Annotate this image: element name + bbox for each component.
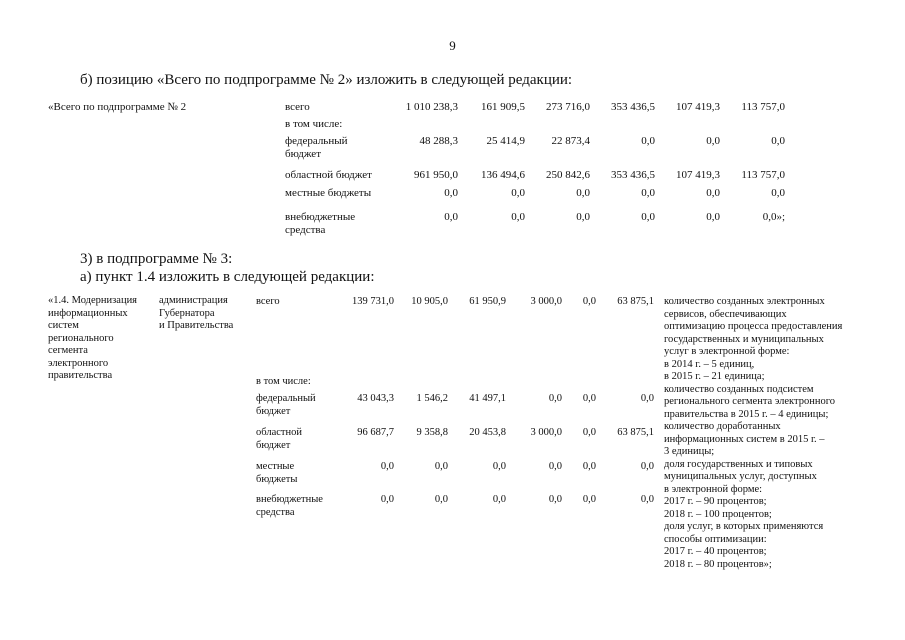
table2-row-label: бюджет xyxy=(256,440,291,451)
table2-value-cell: 3 000,0 xyxy=(530,427,562,438)
heading-b: б) позицию «Всего по подпрограмме № 2» изложить в следующей редакции: xyxy=(80,72,573,88)
table1-value-cell: 0,0 xyxy=(511,187,525,199)
table2-row-label: всего xyxy=(256,296,280,307)
table1-value-cell: 22 873,4 xyxy=(551,135,590,147)
table1-value-cell: 0,0 xyxy=(706,187,720,199)
table2-value-cell: 0,0 xyxy=(640,393,654,404)
description-line: 3 единицы; xyxy=(664,446,715,457)
table2-value-cell: 0,0 xyxy=(380,494,394,505)
table2-value-cell: 0,0 xyxy=(582,427,596,438)
description-line: способы оптимизации: xyxy=(664,533,767,545)
description-line: количество созданных подсистем xyxy=(664,383,814,395)
description-line: государственных и муниципальных xyxy=(664,333,824,345)
table2-value-cell: 0,0 xyxy=(492,494,506,505)
table2-value-cell: 3 000,0 xyxy=(530,296,562,307)
table2-value-cell: 10 905,0 xyxy=(411,296,448,307)
table2-value-cell: 63 875,1 xyxy=(617,296,654,307)
table2-value-cell: 0,0 xyxy=(582,461,596,472)
table2-value-cell: 0,0 xyxy=(548,393,562,404)
table1-value-cell: 0,0»; xyxy=(762,211,785,223)
description-line: муниципальных услуг, доступных xyxy=(664,471,817,482)
table1-value-cell: 353 436,5 xyxy=(611,101,655,113)
table1-row-label: средства xyxy=(285,224,326,236)
table1-row-label: всего xyxy=(285,101,310,113)
table2-value-cell: 0,0 xyxy=(640,494,654,505)
description-line: в 2014 г. – 5 единиц, xyxy=(664,358,755,370)
table1-label: «Всего по подпрограмме № 2 xyxy=(48,101,187,113)
table2-value-cell: 43 043,3 xyxy=(357,393,394,404)
table1-row-label: областной бюджет xyxy=(285,169,372,181)
item-name-line: электронного xyxy=(48,357,109,369)
item-name-line: регионального xyxy=(48,332,114,344)
description-line: 2017 г. – 90 процентов; xyxy=(664,496,767,507)
table1-value-cell: 353 436,5 xyxy=(611,169,655,181)
table1-value-cell: 0,0 xyxy=(444,211,458,223)
table1-value-cell: 107 419,3 xyxy=(676,101,720,113)
executor-line: Губернатора xyxy=(159,307,215,319)
description-line: 2018 г. – 100 процентов; xyxy=(664,508,772,520)
table1-value-cell: 0,0 xyxy=(444,187,458,199)
table1-value-cell: 113 757,0 xyxy=(741,169,785,181)
table2-row-label: внебюджетные xyxy=(256,494,323,505)
table1-value-cell: 48 288,3 xyxy=(419,135,458,147)
table2-row-label: бюджеты xyxy=(256,474,298,485)
heading-a: а) пункт 1.4 изложить в следующей редакции: xyxy=(80,269,375,285)
table1-value-cell: 0,0 xyxy=(511,211,525,223)
table1-value-cell: 161 909,5 xyxy=(481,101,525,113)
table2-value-cell: 0,0 xyxy=(582,494,596,505)
table2-value-cell: 41 497,1 xyxy=(469,393,506,404)
item-name-line: информационных xyxy=(48,307,128,319)
table1-row-label: в том числе: xyxy=(285,118,343,130)
table2-row-label: средства xyxy=(256,507,295,518)
table1-value-cell: 107 419,3 xyxy=(676,169,720,181)
table2-value-cell: 0,0 xyxy=(434,494,448,505)
description-line: доля государственных и типовых xyxy=(664,458,813,470)
table2-value-cell: 1 546,2 xyxy=(416,393,448,404)
table2-value-cell: 0,0 xyxy=(492,461,506,472)
table1-value-cell: 250 842,6 xyxy=(546,169,590,181)
table2-value-cell: 96 687,7 xyxy=(357,427,394,438)
item-name-line: сегмента xyxy=(48,345,88,356)
item-name-line: правительства xyxy=(48,370,113,381)
table1-value-cell: 113 757,0 xyxy=(741,101,785,113)
table1-value-cell: 25 414,9 xyxy=(486,135,525,147)
description-line: доля услуг, в которых применяются xyxy=(664,521,824,532)
table2-row-label: местные xyxy=(256,461,295,472)
table2-value-cell: 63 875,1 xyxy=(617,427,654,438)
table1-value-cell: 0,0 xyxy=(706,135,720,147)
table1-row-label: бюджет xyxy=(285,148,321,160)
table2-row-label: в том числе: xyxy=(256,376,311,387)
table1-value-cell: 0,0 xyxy=(641,187,655,199)
table1-value-cell: 0,0 xyxy=(706,211,720,223)
heading-subprogram-3: 3) в подпрограмме № 3: xyxy=(80,251,233,267)
table1-value-cell: 0,0 xyxy=(576,187,590,199)
table2-row-label: федеральный xyxy=(256,393,316,404)
table2-row-label: бюджет xyxy=(256,406,291,417)
table1-row-label: местные бюджеты xyxy=(285,187,372,199)
description-line: оптимизацию процесса предоставления xyxy=(664,321,843,332)
table1-value-cell: 0,0 xyxy=(641,135,655,147)
table2-value-cell: 0,0 xyxy=(582,393,596,404)
table1-value-cell: 0,0 xyxy=(576,211,590,223)
table2-value-cell: 0,0 xyxy=(548,494,562,505)
description-line: количество доработанных xyxy=(664,421,781,432)
table2-value-cell: 0,0 xyxy=(434,461,448,472)
description-line: 2017 г. – 40 процентов; xyxy=(664,546,767,557)
table2-value-cell: 0,0 xyxy=(582,296,596,307)
table2-value-cell: 0,0 xyxy=(380,461,394,472)
executor-line: администрация xyxy=(159,295,228,306)
table2-description xyxy=(664,296,842,571)
item-name-line: «1.4. Модернизация xyxy=(48,295,138,306)
table2-value-cell: 0,0 xyxy=(640,461,654,472)
table1-value-cell: 1 010 238,3 xyxy=(405,101,458,113)
table1-row-label: федеральный xyxy=(285,135,348,147)
table1-value-cell: 0,0 xyxy=(641,211,655,223)
description-line: 2018 г. – 80 процентов»; xyxy=(664,558,772,570)
table2-value-cell: 0,0 xyxy=(548,461,562,472)
description-line: сервисов, обеспечивающих xyxy=(664,308,787,320)
table2-item-name xyxy=(48,295,137,383)
table2-value-cell: 9 358,8 xyxy=(416,427,448,438)
table1-value-cell: 0,0 xyxy=(771,187,785,199)
table2-row-label: областной xyxy=(256,427,302,438)
item-name-line: систем xyxy=(48,320,79,331)
table1-value-cell: 136 494,6 xyxy=(481,169,525,181)
description-line: правительства в 2015 г. – 4 единицы; xyxy=(664,408,829,420)
executor-line: и Правительства xyxy=(159,320,234,331)
description-line: информационных систем в 2015 г. – xyxy=(664,433,825,445)
description-line: услуг в электронной форме: xyxy=(664,346,790,357)
table2-value-cell: 139 731,0 xyxy=(352,296,394,307)
table1-value-cell: 273 716,0 xyxy=(546,101,590,113)
description-line: в электронной форме: xyxy=(664,483,763,495)
table1-value-cell: 961 950,0 xyxy=(414,169,458,181)
description-line: в 2015 г. – 21 единица; xyxy=(664,371,765,382)
table2-value-cell: 20 453,8 xyxy=(469,427,506,438)
description-line: регионального сегмента электронного xyxy=(664,396,835,407)
description-line: количество созданных электронных xyxy=(664,296,825,307)
table1-value-cell: 0,0 xyxy=(771,135,785,147)
table2-value-cell: 61 950,9 xyxy=(469,296,506,307)
page-number: 9 xyxy=(449,38,456,53)
table2-executor xyxy=(159,295,233,333)
table1-row-label: внебюджетные xyxy=(285,211,356,223)
